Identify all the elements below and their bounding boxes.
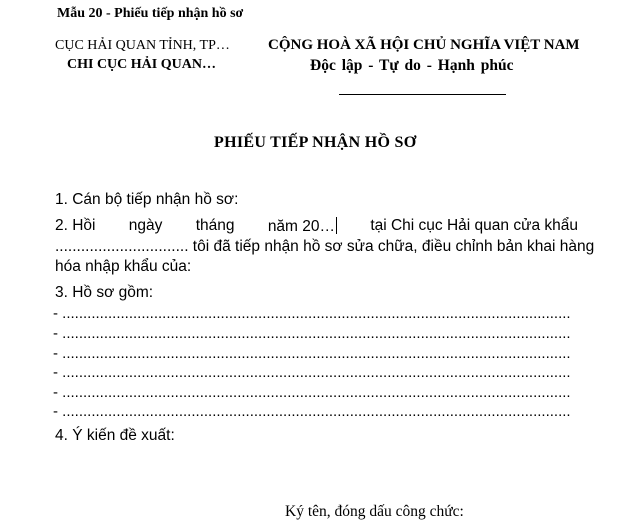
item-2-month: tháng: [195, 217, 235, 234]
item-2-continuation: ............................... tôi đã tiếp nhận hồ sơ sửa chữa, điều chỉnh bản khai hàng: [55, 238, 595, 255]
dotted-line: - ..........................................................................................................................: [53, 325, 571, 342]
item-2-time-place: [55, 217, 578, 236]
republic-heading: CỘNG HOÀ XÃ HỘI CHỦ NGHĨA VIỆT NAM: [268, 37, 580, 53]
text-cursor: [336, 217, 337, 234]
item-2-place: tại Chi cục Hải quan cửa khẩu: [370, 217, 578, 234]
item-2-hour: 2. Hồi: [55, 217, 96, 234]
motto: Độc lập - Tự do - Hạnh phúc: [310, 57, 514, 74]
dotted-line: - ..........................................................................................................................: [53, 403, 571, 420]
form-label: Mẫu 20 - Phiếu tiếp nhận hồ sơ: [57, 6, 244, 21]
agency-line1: CỤC HẢI QUAN TỈNH, TP…: [55, 38, 230, 53]
dotted-line: - ..........................................................................................................................: [53, 305, 571, 322]
document-title: PHIẾU TIẾP NHẬN HỒ SƠ: [214, 134, 417, 151]
item-2-continuation-2: hóa nhập khẩu của:: [55, 258, 192, 275]
signature-label: Ký tên, đóng dấu công chức:: [285, 503, 464, 520]
dotted-line: - ..........................................................................................................................: [53, 384, 571, 401]
motto-underline: [339, 94, 506, 95]
agency-line2: CHI CỤC HẢI QUAN…: [67, 57, 216, 72]
item-4-proposal: 4. Ý kiến đề xuất:: [55, 427, 175, 444]
dotted-line: - ..........................................................................................................................: [53, 345, 571, 362]
item-1-receiver: 1. Cán bộ tiếp nhận hồ sơ:: [55, 191, 239, 208]
item-3-documents: 3. Hồ sơ gồm:: [55, 284, 154, 301]
item-2-year: năm 20…: [267, 218, 336, 235]
item-2-day: ngày: [128, 217, 163, 234]
dotted-line: - ..........................................................................................................................: [53, 364, 571, 381]
